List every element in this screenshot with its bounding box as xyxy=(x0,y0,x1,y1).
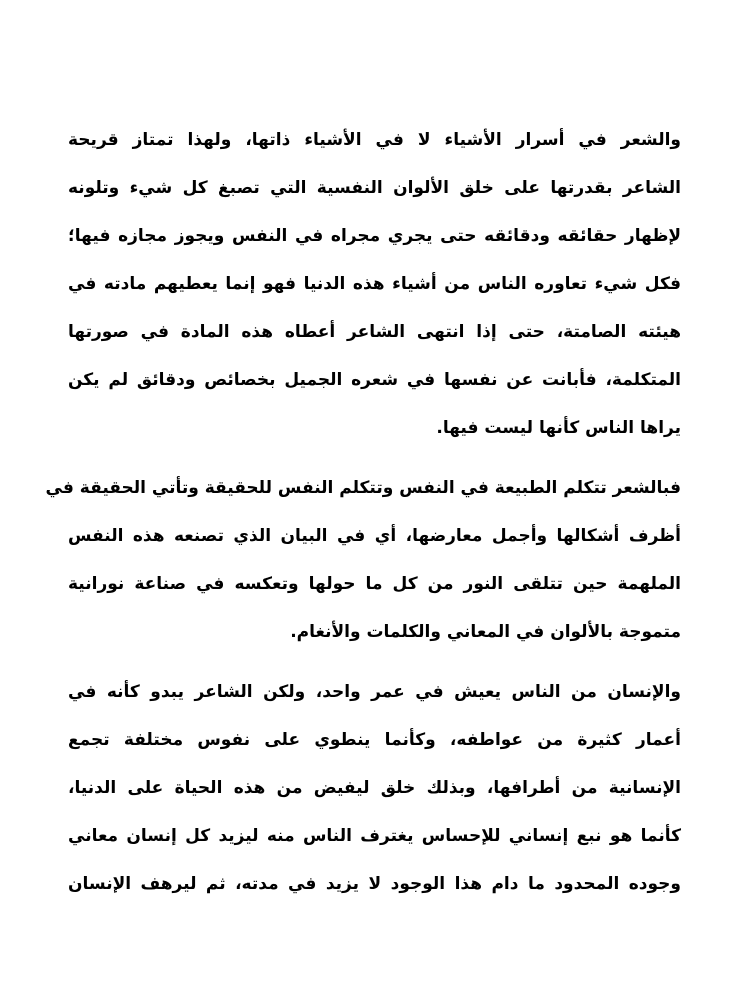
text-line: فكل شيء تعاوره الناس من أشياء هذه الدنيا فهو إنما يعطيهم مادته في xyxy=(68,274,681,294)
text-line: والشعر في أسرار الأشياء لا في الأشياء ذاتها، ولهذا تمتاز قريحة xyxy=(68,130,681,150)
text-line: كأنما هو نبع إنساني للإحساس يغترف الناس منه ليزيد كل إنسان معاني xyxy=(68,826,681,846)
text-line: هيئته الصامتة، حتى إذا انتهى الشاعر أعطاه هذه المادة في صورتها xyxy=(68,322,681,342)
text-line: والإنسان من الناس يعيش في عمر واحد، ولكن الشاعر يبدو كأنه في xyxy=(68,682,681,702)
text-line: وجوده المحدود ما دام هذا الوجود لا يزيد في مدته، ثم ليرهف الإنسان xyxy=(68,874,681,894)
paragraph-2 xyxy=(45,464,681,656)
text-line: المتكلمة، فأبانت عن نفسها في شعره الجميل بخصائص ودقائق لم يكن xyxy=(68,370,681,390)
paragraph-3 xyxy=(68,668,681,908)
text-line: يراها الناس كأنها ليست فيها. xyxy=(436,418,681,438)
text-line: متموجة بالألوان في المعاني والكلمات والأنغام. xyxy=(290,622,681,642)
text-line: أظرف أشكالها وأجمل معارضها، أي في البيان الذي تصنعه هذه النفس xyxy=(68,526,681,546)
text-line: فبالشعر تتكلم الطبيعة في النفس وتتكلم النفس للحقيقة وتأتي الحقيقة في xyxy=(45,478,681,498)
text-line: الشاعر بقدرتها على خلق الألوان النفسية التي تصبغ كل شيء وتلونه xyxy=(68,178,681,198)
text-line: الملهمة حين تتلقى النور من كل ما حولها وتعكسه في صناعة نورانية xyxy=(68,574,681,594)
text-line: الإنسانية من أطرافها، وبذلك خلق ليفيض من هذه الحياة على الدنيا، xyxy=(68,778,681,798)
text-line: أعمار كثيرة من عواطفه، وكأنما ينطوي على نفوس مختلفة تجمع xyxy=(68,730,681,750)
body-text xyxy=(45,116,681,908)
text-line: لإظهار حقائقه ودقائقه حتى يجري مجراه في النفس ويجوز مجازه فيها؛ xyxy=(68,226,681,246)
paragraph-1 xyxy=(68,116,681,452)
